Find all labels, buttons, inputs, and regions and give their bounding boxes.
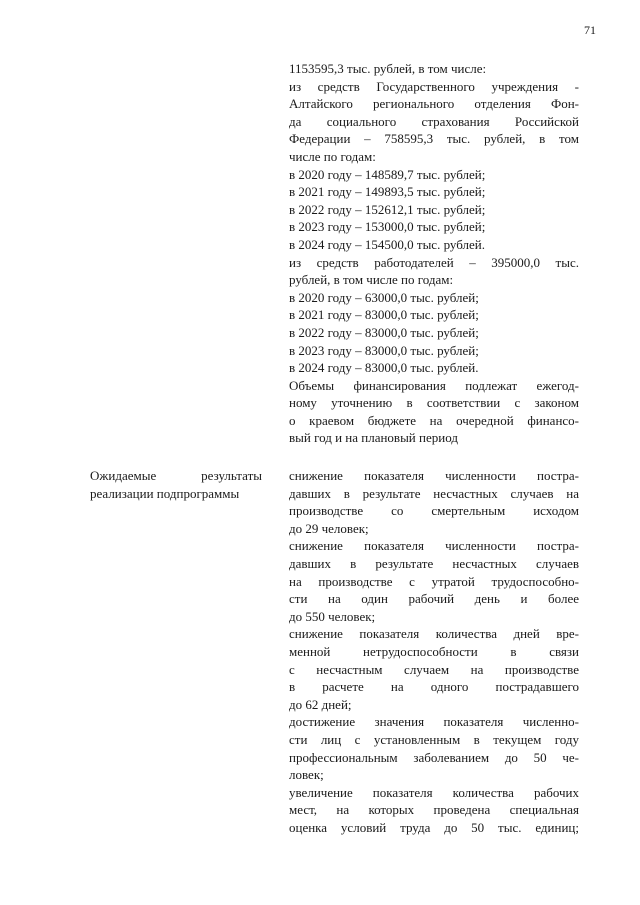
text-line: в расчете на одного пострадавшего <box>289 679 579 695</box>
text-line: до 29 человек; <box>289 520 369 536</box>
text-line: реализации подпрограммы <box>90 485 240 501</box>
text-line: в 2022 году – 152612,1 тыс. рублей; <box>289 201 486 217</box>
text-line: из средств работодателей – 395000,0 тыс. <box>289 254 579 270</box>
text-line: снижение показателя численности постра- <box>289 468 579 483</box>
text-line: 1153595,3 тыс. рублей, в том числе: <box>289 61 487 76</box>
text-line: Алтайского регионального отделения Фон- <box>289 96 579 112</box>
text-line: ловек; <box>289 767 324 783</box>
text-line: сти на один рабочий день и более <box>289 591 579 607</box>
text-line: в 2020 году – 63000,0 тыс. рублей; <box>289 289 479 305</box>
text-line: увеличение показателя количества рабочих <box>289 784 579 800</box>
text-line: в 2024 году – 154500,0 тыс. рублей. <box>289 236 485 252</box>
page-number: 71 <box>584 23 596 37</box>
text-line: рублей, в том числе по годам: <box>289 272 454 288</box>
text-line: давших в результате несчастных случаев на <box>289 485 579 501</box>
text-line: профессиональным заболеванием до 50 че- <box>289 749 579 765</box>
text-line: оценка условий труда до 50 тыс. единиц; <box>289 819 579 835</box>
text-line: из средств Государственного учреждения - <box>289 78 579 94</box>
text-line: ному уточнению в соответствии с законом <box>289 395 579 411</box>
text-line: да социального страхования Российской <box>289 113 579 129</box>
text-line: Объемы финансирования подлежат ежегод- <box>289 377 579 393</box>
text-line: снижение показателя численности постра- <box>289 538 579 554</box>
text-line: Ожидаемые результаты <box>90 468 262 483</box>
text-line: мест, на которых проведена специальная <box>289 802 579 818</box>
text-line: числе по годам: <box>289 148 376 164</box>
text-line: о краевом бюджете на очередной финансо- <box>289 412 579 428</box>
expected-results-label <box>90 467 262 502</box>
text-line: Федерации – 758595,3 тыс. рублей, в том <box>289 131 579 147</box>
text-line: в 2022 году – 83000,0 тыс. рублей; <box>289 324 479 340</box>
text-line: вый год и на плановый период <box>289 430 458 446</box>
text-line: достижение значения показателя численно- <box>289 714 579 730</box>
text-line: в 2023 году – 153000,0 тыс. рублей; <box>289 219 486 235</box>
text-line: в 2021 году – 149893,5 тыс. рублей; <box>289 184 486 200</box>
text-line: в 2020 году – 148589,7 тыс. рублей; <box>289 166 486 182</box>
text-line: давших в результате несчастных случаев <box>289 555 579 571</box>
text-line: на производстве с утратой трудоспособно- <box>289 573 579 589</box>
text-line: до 550 человек; <box>289 608 376 624</box>
expected-results-text <box>289 467 579 836</box>
text-line: производстве со смертельным исходом <box>289 503 579 519</box>
text-line: в 2021 году – 83000,0 тыс. рублей; <box>289 307 479 323</box>
text-line: сти лиц с установленным в текущем году <box>289 731 579 747</box>
text-line: в 2023 году – 83000,0 тыс. рублей; <box>289 342 479 358</box>
funding-volume-text <box>289 60 579 447</box>
text-line: снижение показателя количества дней вре- <box>289 626 579 642</box>
text-line: до 62 дней; <box>289 696 352 712</box>
text-line: менной нетрудоспособности в связи <box>289 643 579 659</box>
text-line: с несчастным случаем на производстве <box>289 661 579 677</box>
text-line: в 2024 году – 83000,0 тыс. рублей. <box>289 360 479 376</box>
